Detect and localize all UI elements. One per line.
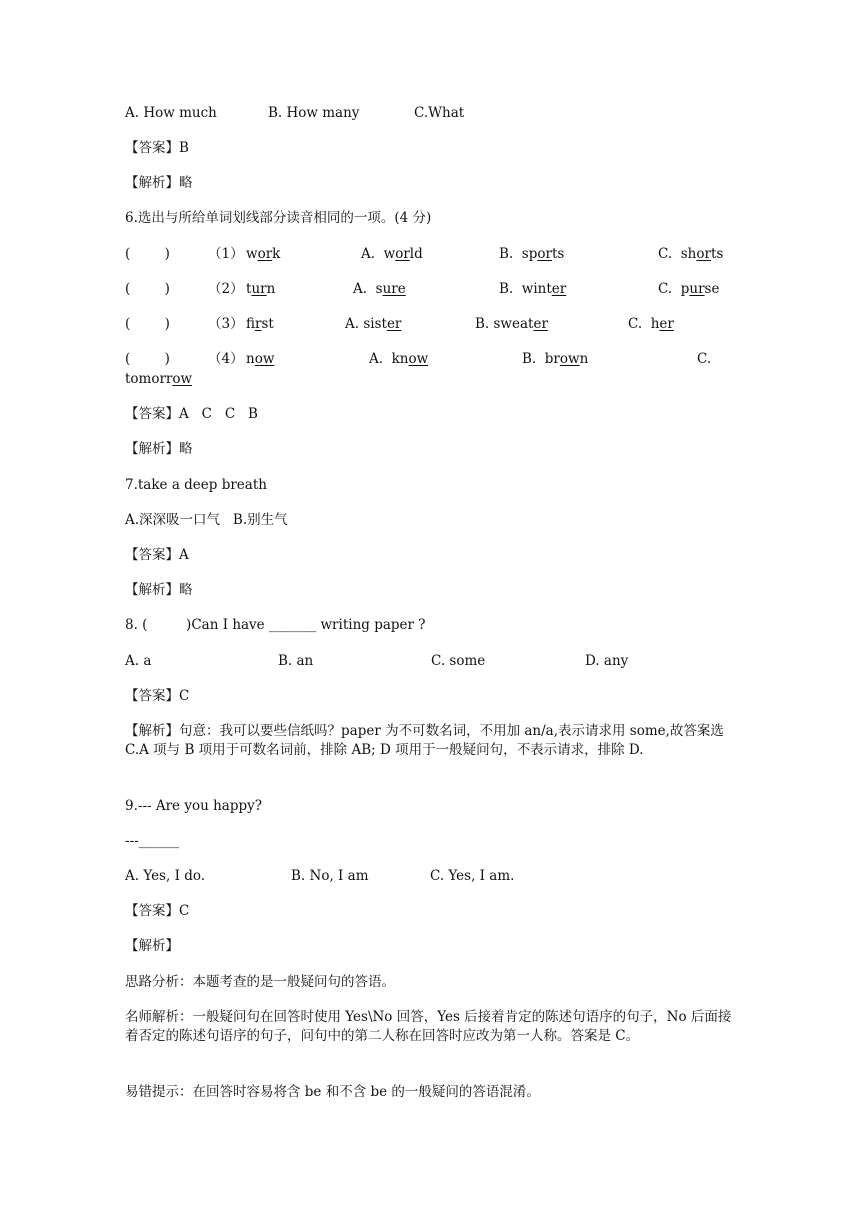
q6-row4-num: （4） [208,351,244,367]
q6-row4-option-a: A. know [369,351,429,367]
q6-row1-option-a: A. world [361,246,423,262]
q6-stem: 6.选出与所给单词划线部分读音相同的一项。(4 分) [125,210,432,226]
q6-row2-option-c: C. purse [658,281,720,297]
q8-answer: 【答案】C [125,688,190,704]
q6-row3-paren: ( ) [125,316,170,332]
q6-row4-option-c-word: tomorrow [125,371,193,387]
q6-row2-word: turn [246,281,276,297]
q5-answer: 【答案】B [125,140,189,156]
q6-row3-word: first [246,316,274,332]
q5-analysis: 【解析】略 [125,175,193,191]
q6-analysis: 【解析】略 [125,441,193,457]
q5-option-c: C.What [414,105,465,121]
q9-option-a: A. Yes, I do. [125,868,206,884]
q9-tip: 易错提示：在回答时容易将含 be 和不含 be 的一般疑问的答语混淆。 [125,1084,540,1100]
q6-row1-word: work [246,246,281,262]
q9-option-b: B. No, I am [291,868,369,884]
q6-row1-option-c: C. shorts [658,246,724,262]
q6-answer: 【答案】A C C B [125,406,258,422]
q7-options: A.深深吸一口气 B.别生气 [125,512,288,528]
q9-answer: 【答案】C [125,903,190,919]
q8-option-d: D. any [585,653,629,669]
q6-row2-option-a: A. sure [353,281,406,297]
q8-option-a: A. a [125,653,152,669]
q8-stem: 8. ( )Can I have _______ writing paper ? [125,617,426,633]
q5-option-b: B. How many [268,105,360,121]
q6-row3-option-a: A. sister [345,316,402,332]
q9-teacher-analysis: 名师解析：一般疑问句在回答时使用 Yes\No 回答，Yes 后接着肯定的陈述句语序的句子，No 后面接着否定的陈述句语序的句子，问句中的第二人称在回答时应改为第一人称。答案是 C。 [125,1009,732,1044]
q6-row4-option-b: B. brown [522,351,589,367]
q9-answer-blank: ---______ [125,833,180,849]
q9-option-c: C. Yes, I am. [430,868,515,884]
q7-answer: 【答案】A [125,547,189,563]
q5-option-a: A. How much [125,105,217,121]
q6-row3-num: （3） [208,316,244,332]
q6-row3-option-c: C. her [628,316,674,332]
q6-row4-paren: ( ) [125,351,170,367]
q6-row3-option-b: B. sweater [475,316,548,332]
q9-analysis-label: 【解析】 [125,938,179,954]
q6-row4-option-c: C. [697,351,712,367]
q8-option-b: B. an [278,653,314,669]
q6-row2-option-b: B. winter [499,281,567,297]
q8-option-c: C. some [431,653,486,669]
q6-row1-option-b: B. sports [499,246,565,262]
q9-stem: 9.--- Are you happy? [125,798,262,814]
q8-analysis: 【解析】句意：我可以要些信纸吗？paper 为不可数名词，不用加 an/a,表示请求用 some,故答案选 C.A 项与 B 项用于可数名词前，排除 AB; D 项用于一般疑问句，不表示请求，排除 D. [125,723,724,758]
q6-row1-paren: ( ) [125,246,170,262]
q9-idea: 思路分析：本题考查的是一般疑问句的答语。 [125,974,395,990]
q6-row2-paren: ( ) [125,281,170,297]
q6-row4-word: now [246,351,275,367]
q6-row2-num: （2） [208,281,244,297]
q6-row1-num: （1） [208,246,244,262]
q7-stem: 7.take a deep breath [125,477,267,493]
q7-analysis: 【解析】略 [125,582,193,598]
